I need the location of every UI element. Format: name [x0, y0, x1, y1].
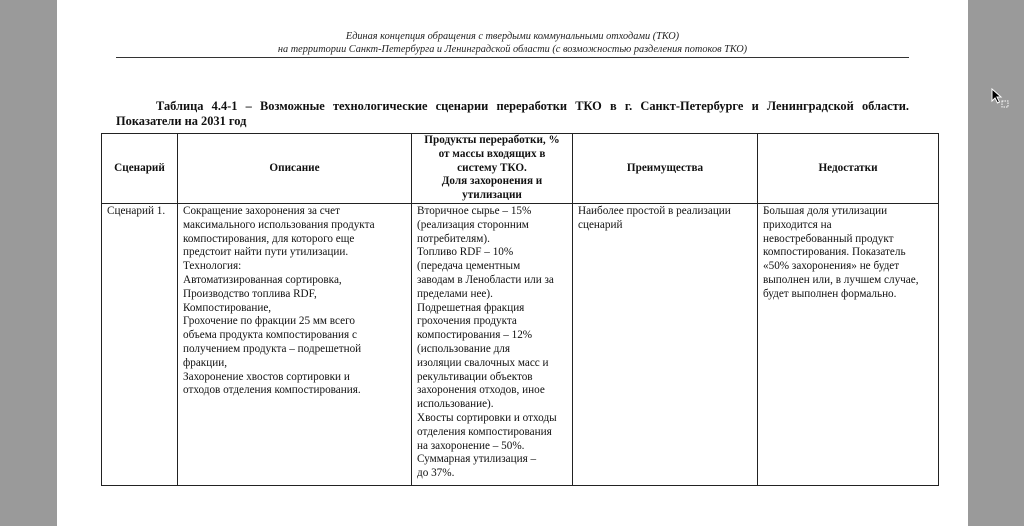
description-line: предстоит найти пути утилизации. — [183, 246, 349, 259]
advantages-line: Наиболее простой в реализации — [578, 205, 731, 217]
description-line: Сокращение захоронения за счет — [183, 205, 340, 217]
cell-advantages — [573, 204, 758, 486]
disadvantages-line: компостирования. Показатель — [763, 246, 906, 259]
products-line: Подрешетная фракция — [417, 301, 525, 314]
disadvantages-line: невостребованный продукт — [763, 232, 894, 245]
description-line: Грохочение по фракции 25 мм всего — [183, 315, 355, 328]
advantages-line: сценарий — [578, 218, 623, 231]
description-line: Технология: — [183, 260, 242, 273]
header-products-line: Продукты переработки, % — [424, 134, 560, 146]
header-disadvantages: Недостатки — [758, 134, 939, 204]
disadvantages-line: приходится на — [763, 218, 832, 231]
header-advantages: Преимущества — [573, 134, 758, 204]
header-description: Описание — [178, 134, 412, 204]
products-line: использование). — [417, 398, 494, 411]
table-caption-line-1: Таблица 4.4-1 – Возможные технологические сценарии переработки ТКО в г. Санкт-Петербурге и Ленинградской области. — [156, 99, 909, 113]
description-line: Компостирование, — [183, 301, 272, 314]
disadvantages-line: выполнен или, в лучшем случае, — [763, 273, 919, 286]
table-caption-line-2: Показатели на 2031 год — [116, 114, 247, 128]
table-caption — [116, 99, 909, 129]
header-products-line: утилизации — [462, 189, 522, 202]
description-line: Автоматизированная сортировка, — [183, 273, 342, 286]
header-products — [412, 134, 573, 204]
disadvantages-line: будет выполнен формально. — [763, 287, 897, 300]
products-line: рекультивации объектов — [417, 370, 533, 383]
description-line: Захоронение хвостов сортировки и — [183, 370, 350, 383]
running-header-line-1: Единая концепция обращения с твердыми коммунальными отходами (ТКО) — [345, 31, 680, 42]
header-scenario: Сценарий — [102, 134, 178, 204]
cell-description — [178, 204, 412, 486]
description-line: максимального использования продукта — [183, 218, 375, 231]
header-products-line: систему ТКО. — [457, 161, 527, 174]
disadvantages-line: «50% захоронения» не будет — [763, 260, 900, 273]
cell-scenario: Сценарий 1. — [102, 204, 178, 486]
mouse-cursor-icon — [991, 88, 1011, 108]
table-header-row — [102, 134, 939, 204]
description-line: получением продукта – подрешетной — [183, 342, 362, 355]
products-line: компостирования – 12% — [417, 329, 533, 342]
disadvantages-line: Большая доля утилизации — [763, 205, 888, 217]
description-line: фракции, — [183, 356, 228, 369]
products-line: пределами нее). — [417, 287, 493, 300]
products-line: Вторичное сырье – 15% — [417, 205, 532, 217]
description-line: Производство топлива RDF, — [183, 287, 317, 300]
products-line: изоляции свалочных масс и — [417, 356, 549, 369]
products-line: (реализация сторонним — [417, 218, 529, 231]
cell-disadvantages — [758, 204, 939, 486]
description-line: отходов отделения компостирования. — [183, 384, 361, 397]
header-rule — [116, 57, 909, 58]
products-line: грохочения продукта — [417, 315, 517, 328]
products-line: (использование для — [417, 342, 511, 355]
products-line: захоронения отходов, иное — [417, 384, 545, 397]
products-line: Топливо RDF – 10% — [417, 246, 514, 259]
description-line: компостирования, для которого еще — [183, 232, 355, 245]
products-line: отделения компостирования — [417, 425, 552, 438]
products-line: на захоронение – 50%. — [417, 439, 525, 452]
products-line: заводам в Ленобласти или за — [417, 273, 554, 286]
products-line: Суммарная утилизация – — [417, 453, 537, 466]
header-products-line: от массы входящих в — [438, 147, 546, 160]
table-row — [102, 204, 939, 486]
products-line: (передача цементным — [417, 260, 521, 273]
products-line: до 37%. — [417, 467, 455, 480]
products-line: Хвосты сортировки и отходы — [417, 411, 557, 424]
scenarios-table — [101, 133, 939, 486]
running-header-line-2: на территории Санкт-Петербурга и Ленинградской области (с возможностью разделения потоков ТКО) — [277, 44, 748, 55]
document-page — [57, 0, 968, 526]
products-line: потребителям). — [417, 232, 490, 245]
description-line: объема продукта компостирования с — [183, 329, 357, 342]
cell-products — [412, 204, 573, 486]
header-products-line: Доля захоронения и — [441, 175, 543, 188]
